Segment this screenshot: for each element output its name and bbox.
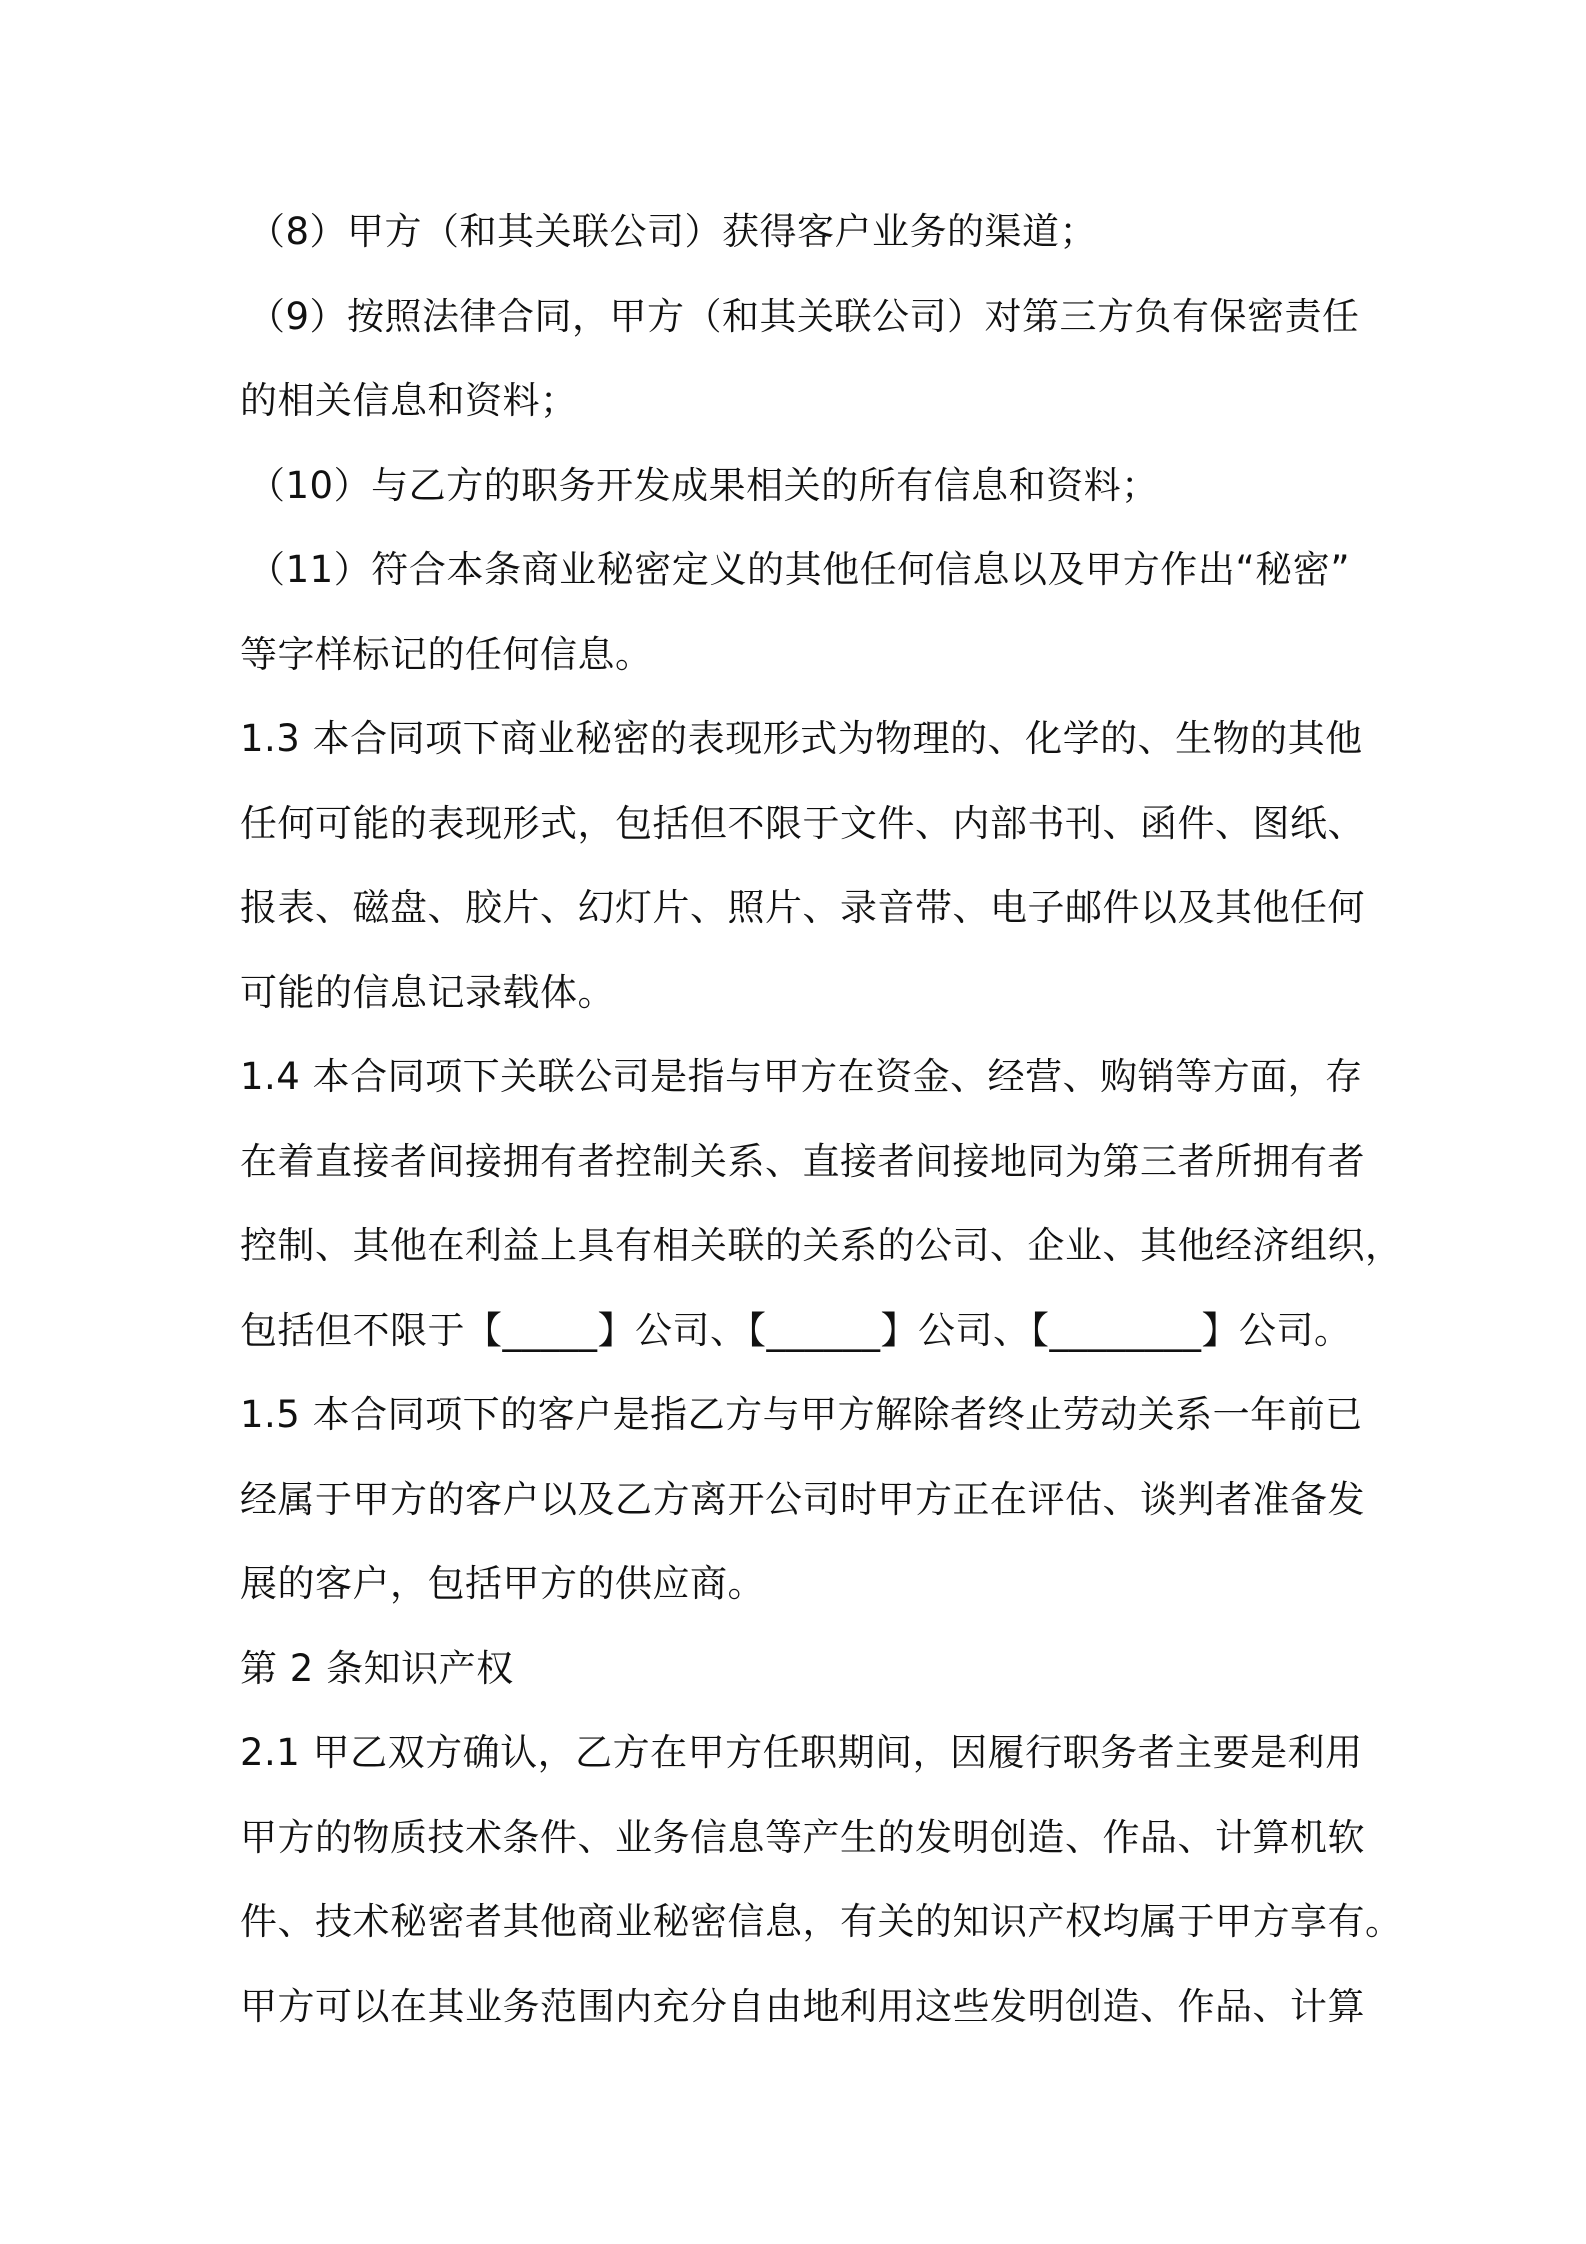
text-line: 任何可能的表现形式，包括但不限于文件、内部书刊、函件、图纸、	[240, 801, 1365, 845]
text-line: （11）符合本条商业秘密定义的其他任何信息以及甲方作出“秘密”	[248, 548, 1350, 591]
text-line: 1.4 本合同项下关联公司是指与甲方在资金、经营、购销等方面，存	[240, 1055, 1363, 1098]
text-line: 报表、磁盘、胶片、幻灯片、照片、录音带、电子邮件以及其他任何	[240, 886, 1365, 929]
text-line: 1.3 本合同项下商业秘密的表现形式为物理的、化学的、生物的其他	[240, 717, 1363, 760]
text-line: 的相关信息和资料；	[240, 379, 578, 422]
text-line: 包括但不限于【_____】公司、【______】公司、【________】公司。	[240, 1308, 1352, 1352]
text-line: 甲方的物质技术条件、业务信息等产生的发明创造、作品、计算机软	[240, 1815, 1365, 1859]
text-line: 件、技术秘密者其他商业秘密信息，有关的知识产权均属于甲方享有。	[240, 1900, 1403, 1943]
text-line: 第 2 条知识产权	[240, 1646, 514, 1690]
text-line: 控制、其他在利益上具有相关联的关系的公司、企业、其他经济组织，	[240, 1224, 1403, 1267]
text-line: 1.5 本合同项下的客户是指乙方与甲方解除者终止劳动关系一年前已	[240, 1393, 1363, 1436]
text-line: 展的客户，包括甲方的供应商。	[240, 1562, 765, 1605]
document-body	[240, 190, 1403, 2049]
text-line: 等字样标记的任何信息。	[240, 632, 653, 676]
text-line: 在着直接者间接拥有者控制关系、直接者间接地同为第三者所拥有者	[240, 1139, 1365, 1183]
text-line: 甲方可以在其业务范围内充分自由地利用这些发明创造、作品、计算	[240, 1984, 1365, 2028]
text-line: 可能的信息记录载体。	[240, 970, 615, 1014]
text-line: 2.1 甲乙双方确认，乙方在甲方任职期间，因履行职务者主要是利用	[240, 1731, 1363, 1774]
text-line: （8）甲方（和其关联公司）获得客户业务的渠道；	[248, 210, 1098, 253]
text-line: （10）与乙方的职务开发成果相关的所有信息和资料；	[248, 463, 1159, 507]
text-line: （9）按照法律合同，甲方（和其关联公司）对第三方负有保密责任	[248, 294, 1360, 338]
text-line: 经属于甲方的客户以及乙方离开公司时甲方正在评估、谈判者准备发	[240, 1477, 1365, 1521]
